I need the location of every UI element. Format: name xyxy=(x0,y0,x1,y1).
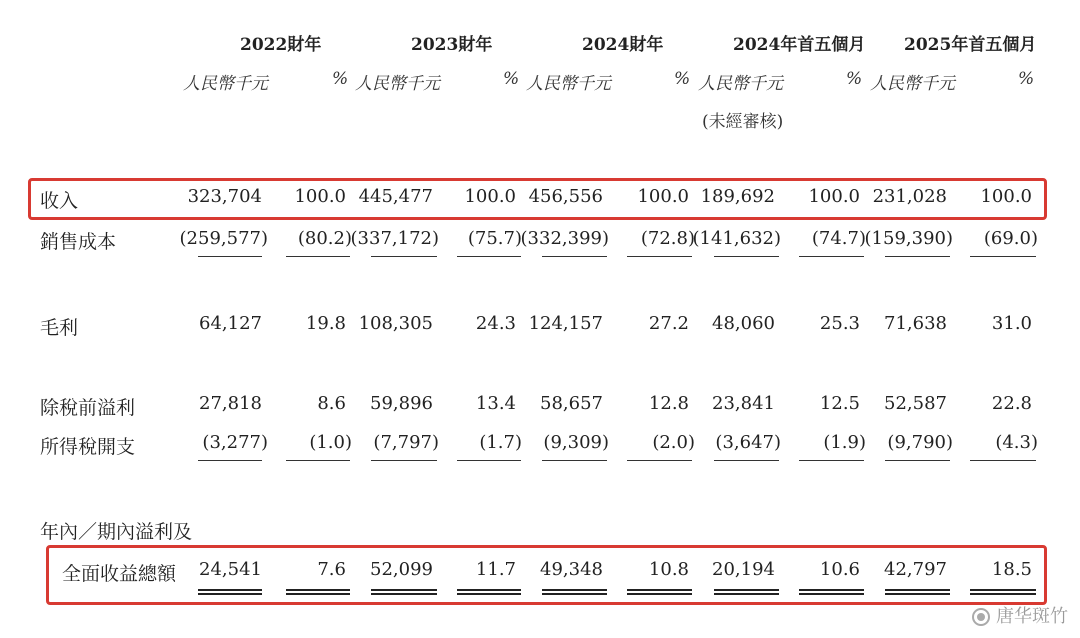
underline-income-tax xyxy=(542,460,607,461)
cell-cost-of-sales-2024-amount: (332,399) xyxy=(520,228,609,249)
row-label-profit-before-tax: 除稅前溢利 xyxy=(40,397,136,419)
period-title-2024-5m: 2024年首五個月 xyxy=(733,35,866,55)
row-label-total-comprehensive-income: 全面收益總額 xyxy=(62,563,177,585)
cell-revenue-2024-pct: 100.0 xyxy=(637,186,689,207)
cell-gross-profit-2023-amount: 108,305 xyxy=(358,313,433,334)
underline-income-tax xyxy=(627,460,692,461)
watermark xyxy=(972,602,1068,628)
cell-total-comprehensive-income-2022-pct: 7.6 xyxy=(317,559,346,580)
underline-cost-of-sales xyxy=(371,256,437,257)
cell-cost-of-sales-2023-amount: (337,172) xyxy=(350,228,439,249)
weibo-logo-icon xyxy=(972,608,990,626)
underline-cost-of-sales xyxy=(457,256,521,257)
cell-cost-of-sales-2025-5m-pct: (69.0) xyxy=(983,228,1038,249)
cell-total-comprehensive-income-2024-5m-amount: 20,194 xyxy=(712,559,775,580)
cell-total-comprehensive-income-2024-pct: 10.8 xyxy=(648,559,689,580)
cell-cost-of-sales-2025-5m-amount: (159,390) xyxy=(864,228,953,249)
underline-cost-of-sales xyxy=(970,256,1036,257)
cell-revenue-2022-amount: 323,704 xyxy=(187,186,262,207)
underline-income-tax xyxy=(970,460,1036,461)
cell-profit-before-tax-2024-pct: 12.8 xyxy=(648,393,689,414)
cell-gross-profit-2023-pct: 24.3 xyxy=(475,313,516,334)
cell-profit-before-tax-2024-5m-amount: 23,841 xyxy=(712,393,775,414)
cell-profit-before-tax-2022-pct: 8.6 xyxy=(317,393,346,414)
cell-cost-of-sales-2024-pct: (72.8) xyxy=(640,228,695,249)
cell-cost-of-sales-2024-5m-amount: (141,632) xyxy=(692,228,781,249)
unit-label-2024-5m: 人民幣千元 xyxy=(698,74,783,94)
cell-income-tax-2024-pct: (2.0) xyxy=(652,432,695,453)
cell-profit-before-tax-2025-5m-amount: 52,587 xyxy=(884,393,947,414)
row-label-revenue: 收入 xyxy=(40,190,79,212)
cell-income-tax-2022-amount: (3,277) xyxy=(202,432,268,453)
row-label-profit-for-year-line1: 年內／期內溢利及 xyxy=(40,521,193,543)
cell-cost-of-sales-2024-5m-pct: (74.7) xyxy=(811,228,866,249)
underline-income-tax xyxy=(371,460,437,461)
watermark-text: 唐华斑竹 xyxy=(996,606,1068,627)
cell-total-comprehensive-income-2023-pct: 11.7 xyxy=(475,559,516,580)
cell-total-comprehensive-income-2022-amount: 24,541 xyxy=(199,559,262,580)
period-title-2024: 2024財年 xyxy=(582,35,664,55)
cell-cost-of-sales-2022-amount: (259,577) xyxy=(179,228,268,249)
cell-profit-before-tax-2024-5m-pct: 12.5 xyxy=(819,393,860,414)
cell-gross-profit-2024-5m-amount: 48,060 xyxy=(712,313,775,334)
cell-gross-profit-2024-pct: 27.2 xyxy=(648,313,689,334)
cell-revenue-2024-5m-amount: 189,692 xyxy=(700,186,775,207)
pct-label-2025-5m: % xyxy=(1018,69,1035,89)
period-title-2022: 2022財年 xyxy=(240,35,322,55)
underline-cost-of-sales xyxy=(542,256,607,257)
cell-revenue-2024-5m-pct: 100.0 xyxy=(808,186,860,207)
cell-gross-profit-2022-pct: 19.8 xyxy=(305,313,346,334)
highlight-box-revenue xyxy=(28,178,1047,220)
cell-profit-before-tax-2025-5m-pct: 22.8 xyxy=(991,393,1032,414)
highlight-box-total-comprehensive-income xyxy=(46,545,1047,605)
underline-income-tax xyxy=(885,460,950,461)
pct-label-2023: % xyxy=(503,69,520,89)
cell-profit-before-tax-2022-amount: 27,818 xyxy=(199,393,262,414)
cell-total-comprehensive-income-2025-5m-pct: 18.5 xyxy=(991,559,1032,580)
cell-cost-of-sales-2022-pct: (80.2) xyxy=(297,228,352,249)
cell-gross-profit-2024-amount: 124,157 xyxy=(528,313,603,334)
pct-label-2024-5m: % xyxy=(846,69,863,89)
cell-revenue-2023-pct: 100.0 xyxy=(464,186,516,207)
cell-income-tax-2024-5m-pct: (1.9) xyxy=(823,432,866,453)
period-title-2025-5m: 2025年首五個月 xyxy=(904,35,1037,55)
underline-income-tax xyxy=(286,460,350,461)
cell-income-tax-2024-5m-amount: (3,647) xyxy=(715,432,781,453)
underline-income-tax xyxy=(198,460,262,461)
cell-profit-before-tax-2024-amount: 58,657 xyxy=(540,393,603,414)
underline-income-tax xyxy=(457,460,521,461)
underline-cost-of-sales xyxy=(714,256,779,257)
cell-total-comprehensive-income-2025-5m-amount: 42,797 xyxy=(884,559,947,580)
period-title-2023: 2023財年 xyxy=(411,35,493,55)
pct-label-2024: % xyxy=(674,69,691,89)
cell-revenue-2023-amount: 445,477 xyxy=(358,186,433,207)
cell-income-tax-2022-pct: (1.0) xyxy=(309,432,352,453)
unit-label-2024: 人民幣千元 xyxy=(526,74,611,94)
cell-income-tax-2025-5m-amount: (9,790) xyxy=(887,432,953,453)
underline-cost-of-sales xyxy=(799,256,864,257)
cell-gross-profit-2025-5m-pct: 31.0 xyxy=(991,313,1032,334)
unaudited-note: (未經審核) xyxy=(702,112,784,132)
cell-income-tax-2024-amount: (9,309) xyxy=(543,432,609,453)
underline-cost-of-sales xyxy=(885,256,950,257)
cell-total-comprehensive-income-2024-amount: 49,348 xyxy=(540,559,603,580)
row-label-cost-of-sales: 銷售成本 xyxy=(40,231,117,253)
pct-label-2022: % xyxy=(332,69,349,89)
underline-cost-of-sales xyxy=(286,256,350,257)
cell-income-tax-2025-5m-pct: (4.3) xyxy=(995,432,1038,453)
cell-total-comprehensive-income-2023-amount: 52,099 xyxy=(370,559,433,580)
cell-revenue-2024-amount: 456,556 xyxy=(528,186,603,207)
unit-label-2022: 人民幣千元 xyxy=(183,74,268,94)
cell-cost-of-sales-2023-pct: (75.7) xyxy=(467,228,522,249)
unit-label-2023: 人民幣千元 xyxy=(355,74,440,94)
cell-income-tax-2023-amount: (7,797) xyxy=(373,432,439,453)
underline-cost-of-sales xyxy=(627,256,692,257)
row-label-gross-profit: 毛利 xyxy=(40,317,79,339)
cell-profit-before-tax-2023-pct: 13.4 xyxy=(475,393,516,414)
row-label-income-tax: 所得稅開支 xyxy=(40,436,136,458)
cell-total-comprehensive-income-2024-5m-pct: 10.6 xyxy=(819,559,860,580)
cell-revenue-2025-5m-pct: 100.0 xyxy=(980,186,1032,207)
cell-gross-profit-2025-5m-amount: 71,638 xyxy=(884,313,947,334)
cell-gross-profit-2022-amount: 64,127 xyxy=(199,313,262,334)
cell-revenue-2025-5m-amount: 231,028 xyxy=(872,186,947,207)
cell-gross-profit-2024-5m-pct: 25.3 xyxy=(819,313,860,334)
cell-profit-before-tax-2023-amount: 59,896 xyxy=(370,393,433,414)
underline-cost-of-sales xyxy=(198,256,262,257)
cell-income-tax-2023-pct: (1.7) xyxy=(479,432,522,453)
underline-income-tax xyxy=(799,460,864,461)
cell-revenue-2022-pct: 100.0 xyxy=(294,186,346,207)
underline-income-tax xyxy=(714,460,779,461)
unit-label-2025-5m: 人民幣千元 xyxy=(870,74,955,94)
